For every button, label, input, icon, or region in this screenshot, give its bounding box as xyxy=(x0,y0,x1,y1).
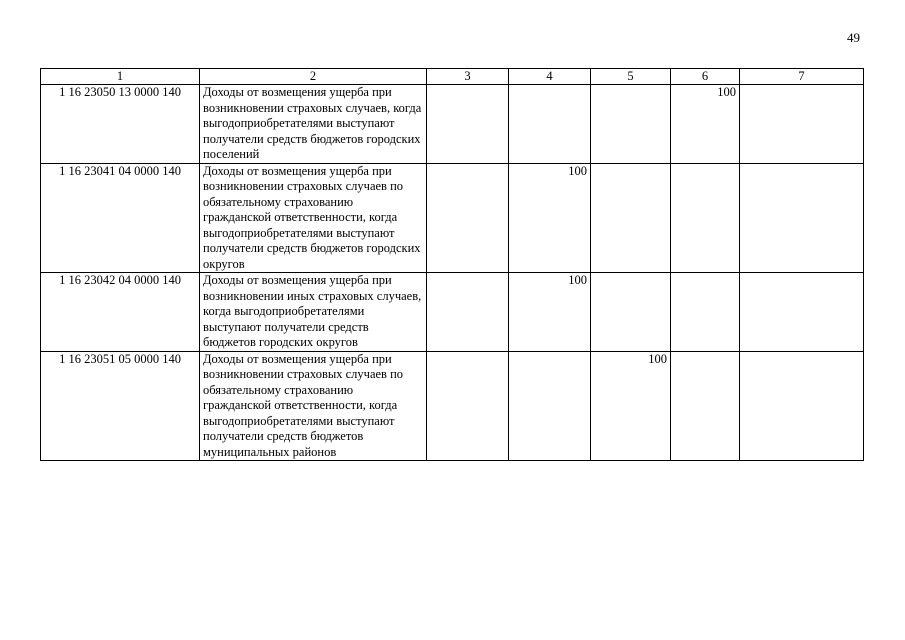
row-description: Доходы от возмещения ущерба при возникновении иных страховых случаев, когда выгодоприобретателями выступают получатели средств бюджетов городских округов xyxy=(200,273,427,352)
header-col-1: 1 xyxy=(41,69,200,85)
cell-col-3 xyxy=(427,351,509,461)
row-code: 1 16 23050 13 0000 140 xyxy=(41,85,200,164)
cell-col-4 xyxy=(509,85,591,164)
header-row xyxy=(41,69,864,85)
cell-col-7 xyxy=(740,85,864,164)
cell-col-7 xyxy=(740,163,864,273)
header-col-4: 4 xyxy=(509,69,591,85)
row-code: 1 16 23041 04 0000 140 xyxy=(41,163,200,273)
cell-col-4 xyxy=(509,351,591,461)
row-code: 1 16 23051 05 0000 140 xyxy=(41,351,200,461)
table-row xyxy=(41,351,864,461)
table-row xyxy=(41,85,864,164)
cell-col-3 xyxy=(427,273,509,352)
cell-col-4: 100 xyxy=(509,163,591,273)
cell-col-5: 100 xyxy=(591,351,671,461)
page-number: 49 xyxy=(847,30,860,45)
cell-col-6 xyxy=(671,351,740,461)
header-col-7: 7 xyxy=(740,69,864,85)
header-col-5: 5 xyxy=(591,69,671,85)
header-col-3: 3 xyxy=(427,69,509,85)
cell-col-7 xyxy=(740,273,864,352)
row-code: 1 16 23042 04 0000 140 xyxy=(41,273,200,352)
row-description: Доходы от возмещения ущерба при возникновении страховых случаев по обязательному страхованию гражданской ответственности, когда выгодоприобретателями выступают получатели средств бюджетов городских округов xyxy=(200,163,427,273)
revenue-table xyxy=(40,68,864,461)
cell-col-7 xyxy=(740,351,864,461)
cell-col-6 xyxy=(671,163,740,273)
cell-col-3 xyxy=(427,85,509,164)
cell-col-6: 100 xyxy=(671,85,740,164)
table-row xyxy=(41,163,864,273)
cell-col-6 xyxy=(671,273,740,352)
header-col-6: 6 xyxy=(671,69,740,85)
cell-col-4: 100 xyxy=(509,273,591,352)
header-col-2: 2 xyxy=(200,69,427,85)
row-description: Доходы от возмещения ущерба при возникновении страховых случаев, когда выгодоприобретателями выступают получатели средств бюджетов городских поселений xyxy=(200,85,427,164)
table-row xyxy=(41,273,864,352)
cell-col-5 xyxy=(591,273,671,352)
cell-col-5 xyxy=(591,163,671,273)
cell-col-3 xyxy=(427,163,509,273)
row-description: Доходы от возмещения ущерба при возникновении страховых случаев по обязательному страхованию гражданской ответственности, когда выгодоприобретателями выступают получатели средств бюджетов муниципальных районов xyxy=(200,351,427,461)
cell-col-5 xyxy=(591,85,671,164)
